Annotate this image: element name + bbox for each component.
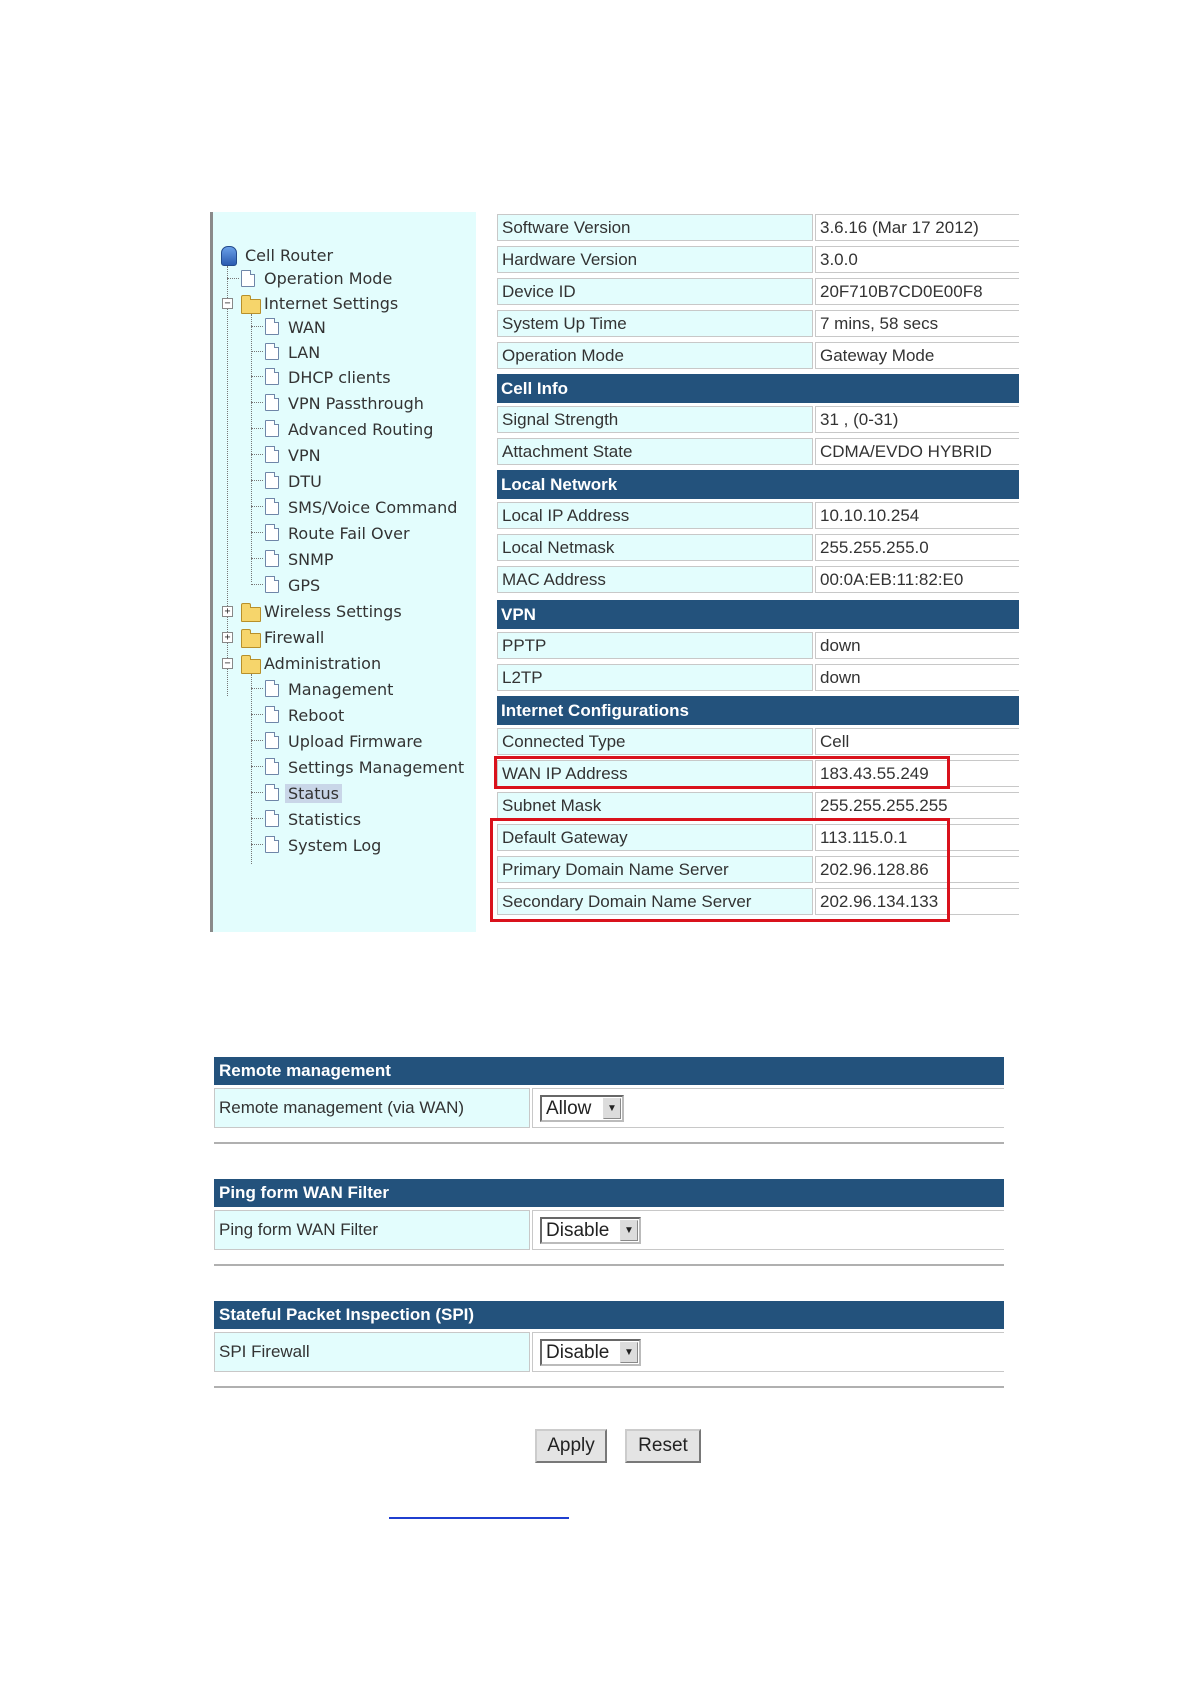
tree-item-wan[interactable]: WAN [288, 318, 326, 337]
document-icon [265, 318, 279, 335]
folder-icon [241, 659, 261, 674]
document-icon [265, 446, 279, 463]
collapse-icon[interactable]: − [222, 658, 233, 669]
divider [214, 1142, 1004, 1144]
tree-root[interactable]: Cell Router [245, 246, 334, 265]
document-icon [265, 550, 279, 567]
expand-icon[interactable]: + [222, 606, 233, 617]
table-row: Primary Domain Name Server 202.96.128.86 [497, 854, 1019, 884]
tree-item-dtu[interactable]: DTU [288, 472, 322, 491]
navigation-tree [210, 212, 476, 932]
document-icon [241, 270, 255, 287]
tree-item-operation-mode[interactable]: Operation Mode [264, 269, 393, 288]
hyperlink-underline[interactable] [389, 1517, 569, 1519]
table-row: PPTP down [497, 630, 1019, 660]
document-icon [265, 524, 279, 541]
table-row: Local Netmask 255.255.255.0 [497, 532, 1019, 562]
reset-button[interactable]: Reset [625, 1429, 701, 1463]
table-row: Default Gateway 113.115.0.1 [497, 822, 1019, 852]
section-header-local-network: Local Network [497, 470, 1019, 499]
table-row: Attachment State CDMA/EVDO HYBRID [497, 436, 1019, 466]
document-icon [265, 706, 279, 723]
table-row: Device ID 20F710B7CD0E00F8 [497, 276, 1019, 306]
table-row: Secondary Domain Name Server 202.96.134.133 [497, 886, 1019, 916]
table-row: L2TP down [497, 662, 1019, 692]
folder-icon [241, 299, 261, 314]
tree-item-system-log[interactable]: System Log [288, 836, 382, 855]
dropdown-arrow-icon[interactable]: ▼ [603, 1098, 621, 1119]
tree-item-wireless-settings[interactable]: Wireless Settings [264, 602, 402, 621]
document-icon [265, 732, 279, 749]
field-label: SPI Firewall [214, 1332, 530, 1372]
table-row [214, 1088, 1004, 1130]
tree-item-administration[interactable]: Administration [264, 654, 382, 673]
document-icon [265, 472, 279, 489]
tree-item-internet-settings[interactable]: Internet Settings [264, 294, 399, 313]
tree-item-gps[interactable]: GPS [288, 576, 321, 595]
table-row: Software Version 3.6.16 (Mar 17 2012) [497, 212, 1019, 242]
table-row [214, 1332, 1004, 1374]
document-icon [265, 810, 279, 827]
tree-item-reboot[interactable]: Reboot [288, 706, 345, 725]
table-row: Connected Type Cell [497, 726, 1019, 756]
spi-section [214, 1301, 1004, 1388]
apply-button[interactable]: Apply [535, 1429, 607, 1463]
folder-icon [241, 633, 261, 648]
highlight-wan-ip [494, 756, 950, 789]
dropdown-arrow-icon[interactable]: ▼ [620, 1220, 638, 1241]
tree-item-status[interactable]: Status [285, 782, 342, 806]
section-title: Stateful Packet Inspection (SPI) [214, 1301, 1004, 1329]
table-row: MAC Address 00:0A:EB:11:82:E0 [497, 564, 1019, 594]
divider [214, 1386, 1004, 1388]
tree-item-vpn[interactable]: VPN [288, 446, 321, 465]
table-row [214, 1210, 1004, 1252]
tree-item-snmp[interactable]: SNMP [288, 550, 334, 569]
section-title: Ping form WAN Filter [214, 1179, 1004, 1207]
tree-item-firewall[interactable]: Firewall [264, 628, 325, 647]
remote-management-select[interactable]: Allow ▼ [540, 1095, 624, 1122]
field-label: Remote management (via WAN) [214, 1088, 530, 1128]
table-row: Hardware Version 3.0.0 [497, 244, 1019, 274]
tree-item-upload-firmware[interactable]: Upload Firmware [288, 732, 423, 751]
document-icon [265, 836, 279, 853]
document-icon [265, 343, 279, 360]
table-row: Signal Strength 31 , (0-31) [497, 404, 1019, 434]
divider [214, 1264, 1004, 1266]
tree-item-sms-voice-command[interactable]: SMS/Voice Command [288, 498, 458, 517]
document-icon [265, 680, 279, 697]
spi-firewall-select[interactable]: Disable ▼ [540, 1339, 641, 1366]
expand-icon[interactable]: + [222, 632, 233, 643]
table-row: WAN IP Address 183.43.55.249 [497, 758, 1019, 788]
section-header-internet-configurations: Internet Configurations [497, 696, 1019, 725]
document-icon [265, 758, 279, 775]
section-header-cell-info: Cell Info [497, 374, 1019, 403]
tree-item-statistics[interactable]: Statistics [288, 810, 362, 829]
tree-item-management[interactable]: Management [288, 680, 394, 699]
table-row: Local IP Address 10.10.10.254 [497, 500, 1019, 530]
dropdown-arrow-icon[interactable]: ▼ [620, 1342, 638, 1363]
folder-icon [241, 607, 261, 622]
remote-management-section [214, 1057, 1004, 1144]
table-row: System Up Time 7 mins, 58 secs [497, 308, 1019, 338]
highlight-gateway-dns [490, 818, 950, 922]
tree-item-route-fail-over[interactable]: Route Fail Over [288, 524, 410, 543]
tree-item-dhcp-clients[interactable]: DHCP clients [288, 368, 391, 387]
document-icon [265, 368, 279, 385]
ping-filter-section [214, 1179, 1004, 1266]
table-row: Operation Mode Gateway Mode [497, 340, 1019, 370]
document-icon [265, 420, 279, 437]
router-icon [221, 246, 237, 266]
table-row: Subnet Mask 255.255.255.255 [497, 790, 1019, 820]
document-icon [265, 576, 279, 593]
section-header-vpn: VPN [497, 600, 1019, 629]
tree-item-settings-management[interactable]: Settings Management [288, 758, 465, 777]
tree-item-advanced-routing[interactable]: Advanced Routing [288, 420, 434, 439]
ping-filter-select[interactable]: Disable ▼ [540, 1217, 641, 1244]
document-icon [265, 498, 279, 515]
tree-item-vpn-passthrough[interactable]: VPN Passthrough [288, 394, 424, 413]
tree-item-lan[interactable]: LAN [288, 343, 321, 362]
field-label: Ping form WAN Filter [214, 1210, 530, 1250]
document-icon [265, 784, 279, 801]
document-icon [265, 394, 279, 411]
collapse-icon[interactable]: − [222, 298, 233, 309]
section-title: Remote management [214, 1057, 1004, 1085]
